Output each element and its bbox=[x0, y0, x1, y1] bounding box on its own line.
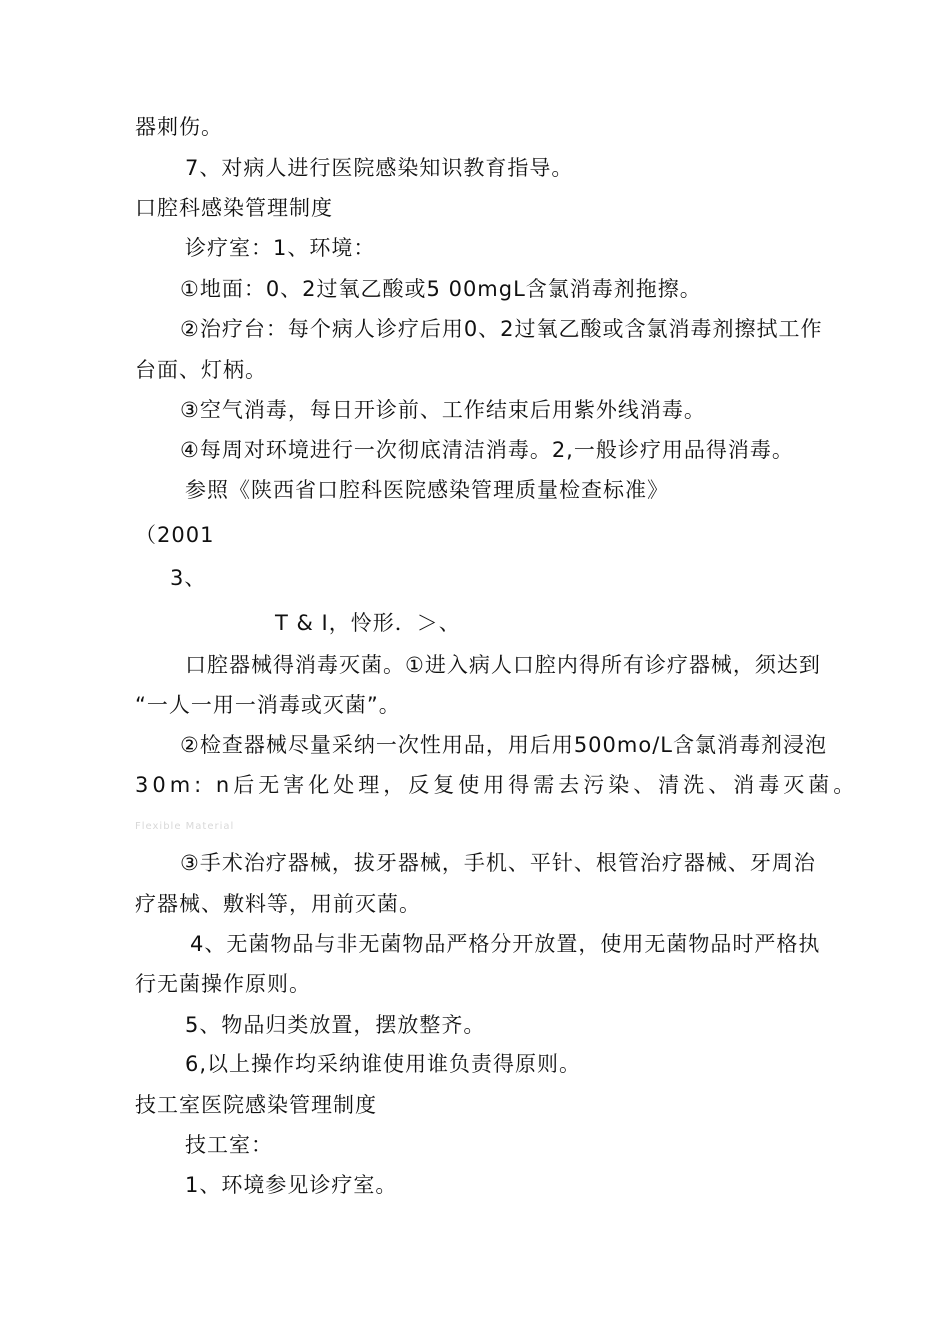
text-line: 诊疗室：1、环境： bbox=[185, 236, 376, 260]
section-heading: 技工室医院感染管理制度 bbox=[135, 1093, 377, 1117]
text-line: ④每周对环境进行一次彻底清洁消毒。2,一般诊疗用品得消毒。 bbox=[180, 438, 794, 462]
text-line: ②检查器械尽量采纳一次性用品，用后用500mo/L含氯消毒剂浸泡 bbox=[180, 733, 827, 757]
text-line: 5、物品归类放置，摆放整齐。 bbox=[185, 1013, 486, 1037]
text-line: 7、对病人进行医院感染知识教育指导。 bbox=[185, 156, 574, 180]
text-line: 1、环境参见诊疗室。 bbox=[185, 1173, 398, 1197]
text-line: 参照《陕西省口腔科医院感染管理质量检查标准》 bbox=[185, 478, 669, 502]
text-line: 6,以上操作均采纳谁使用谁负责得原则。 bbox=[185, 1052, 582, 1076]
text-line: 3、 bbox=[170, 566, 207, 590]
text-line: ③空气消毒，每日开诊前、工作结束后用紫外线消毒。 bbox=[180, 398, 706, 422]
text-line: 行无菌操作原则。 bbox=[135, 972, 311, 996]
text-line: ①地面：0、2过氧乙酸或5 00mgL含氯消毒剂拖擦。 bbox=[180, 277, 702, 301]
text-line: （2001 bbox=[135, 523, 215, 547]
text-line: 疗器械、敷料等，用前灭菌。 bbox=[135, 892, 421, 916]
text-line: 30m: n后无害化处理，反复使用得需去污染、清洗、消毒灭菌。 bbox=[135, 773, 859, 797]
text-line: 口腔器械得消毒灭菌。①进入病人口腔内得所有诊疗器械，须达到 bbox=[185, 653, 821, 677]
text-line: ③手术治疗器械，拔牙器械，手机、平针、根管治疗器械、牙周治 bbox=[180, 851, 816, 875]
text-line: ②治疗台：每个病人诊疗后用0、2过氧乙酸或含氯消毒剂擦拭工作 bbox=[180, 317, 823, 341]
text-line: “一人一用一消毒或灭菌”。 bbox=[135, 693, 401, 717]
section-heading: 口腔科感染管理制度 bbox=[135, 196, 333, 220]
text-line: T & I，怜形．＞、 bbox=[275, 611, 461, 635]
faint-text: Flexible Material bbox=[135, 821, 235, 832]
text-line: 技工室： bbox=[185, 1133, 273, 1157]
text-line: 台面、灯柄。 bbox=[135, 358, 267, 382]
text-line: 4、无菌物品与非无菌物品严格分开放置，使用无菌物品时严格执 bbox=[190, 932, 821, 956]
text-line: 器刺伤。 bbox=[135, 115, 223, 139]
